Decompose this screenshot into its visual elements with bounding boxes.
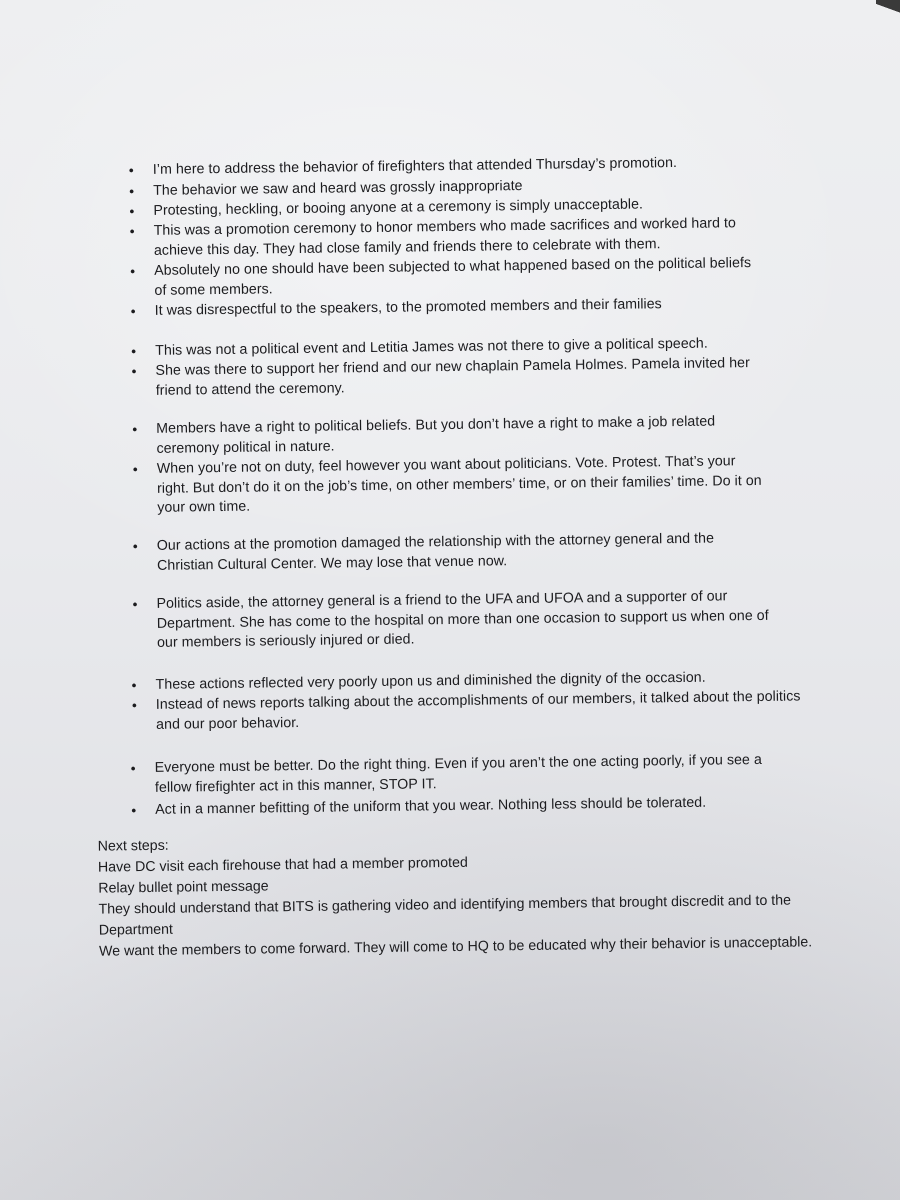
bullet-dot: • — [130, 263, 136, 280]
bullet-dot: • — [132, 596, 138, 613]
next-steps-heading: Next steps: — [97, 837, 169, 855]
bullet-item — [132, 452, 768, 518]
bullet-item — [131, 354, 765, 401]
bullet-item — [130, 751, 795, 798]
bullet-dot: • — [129, 183, 135, 200]
bullet-dot: • — [129, 223, 135, 240]
bullet-text: Our actions at the promotion damaged the relationship with the attorney general and the Christian Cultural Center. We may lose that venue now. — [156, 530, 715, 574]
bullet-text: These actions reflected very poorly upon us and diminished the dignity of the occasion. — [155, 669, 706, 693]
bullet-dot: • — [128, 162, 134, 179]
bullet-text: Politics aside, the attorney general is a friend to the UFA and UFOA and a supporter of our Department. She has come to the hospital on more than one occasion to support us when one of our members is seriously injured or died. — [156, 588, 769, 651]
bullet-dot: • — [131, 677, 137, 694]
bullet-item — [131, 687, 806, 735]
bullet-item — [132, 587, 787, 654]
bullet-dot: • — [130, 303, 136, 320]
next-steps-line: They should understand that BITS is gathering video and identifying members that brought discredit and to the Department — [98, 892, 792, 939]
next-steps-line: Have DC visit each firehouse that had a member promoted — [97, 854, 468, 876]
bullet-dot: • — [129, 203, 135, 220]
bullet-item — [132, 412, 746, 459]
bullet-text: It was disrespectful to the speakers, to the promoted members and their families — [154, 296, 662, 319]
bullet-text: She was there to support her friend and our new chaplain Pamela Holmes. Pamela invited her friend to attend the ceremony. — [155, 355, 750, 399]
bullet-text: When you’re not on duty, feel however you want about politicians. Vote. Protest. That’s your right. But don’t do it on the job’s time, on other members’ time, or on their families’ time. Do it on your own time. — [156, 453, 762, 516]
bullet-dot: • — [130, 760, 136, 777]
bullet-text: This was not a political event and Letitia James was not there to give a political speech. — [155, 335, 708, 359]
bullet-dot: • — [132, 421, 138, 438]
next-steps-section — [98, 827, 830, 963]
next-steps-line: We want the members to come forward. They will come to HQ to be educated why their behavior is unacceptable. — [98, 934, 813, 960]
bullet-dot: • — [132, 538, 138, 555]
bullet-text: Absolutely no one should have been subjected to what happened based on the political beliefs of some members. — [154, 255, 752, 299]
bullet-text: Members have a right to political beliefs. But you don’t have a right to make a job related ceremony political in nature. — [156, 413, 716, 457]
bullet-dot: • — [131, 697, 137, 714]
bullet-text: Act in a manner befitting of the uniform that you wear. Nothing less should be tolerated. — [155, 794, 707, 818]
bullet-text: I’m here to address the behavior of firefighters that attended Thursday’s promotion. — [152, 154, 678, 178]
bullet-text: This was a promotion ceremony to honor members who made sacrifices and worked hard to achieve this day. They had close family and friends there to celebrate with them. — [153, 215, 736, 259]
bullet-item — [129, 214, 754, 261]
bullet-dot: • — [131, 343, 137, 360]
bullet-text: The behavior we saw and heard was grossly inappropriate — [153, 178, 523, 199]
bullet-text: Everyone must be better. Do the right thing. Even if you aren’t the one acting poorly, if you see a fellow firefighter act in this manner, STOP IT. — [154, 751, 762, 796]
bullet-item — [132, 529, 757, 576]
bullet-dot: • — [131, 363, 137, 380]
bullet-dot: • — [131, 802, 137, 819]
bullet-item — [130, 254, 764, 301]
bullet-text: Protesting, heckling, or booing anyone at a ceremony is simply unacceptable. — [153, 196, 644, 219]
next-steps-line: Relay bullet point message — [98, 878, 269, 897]
bullet-text: Instead of news reports talking about the accomplishments of our members, it talked about the politics and our poor behavior. — [155, 688, 801, 733]
bullet-dot: • — [132, 461, 138, 478]
